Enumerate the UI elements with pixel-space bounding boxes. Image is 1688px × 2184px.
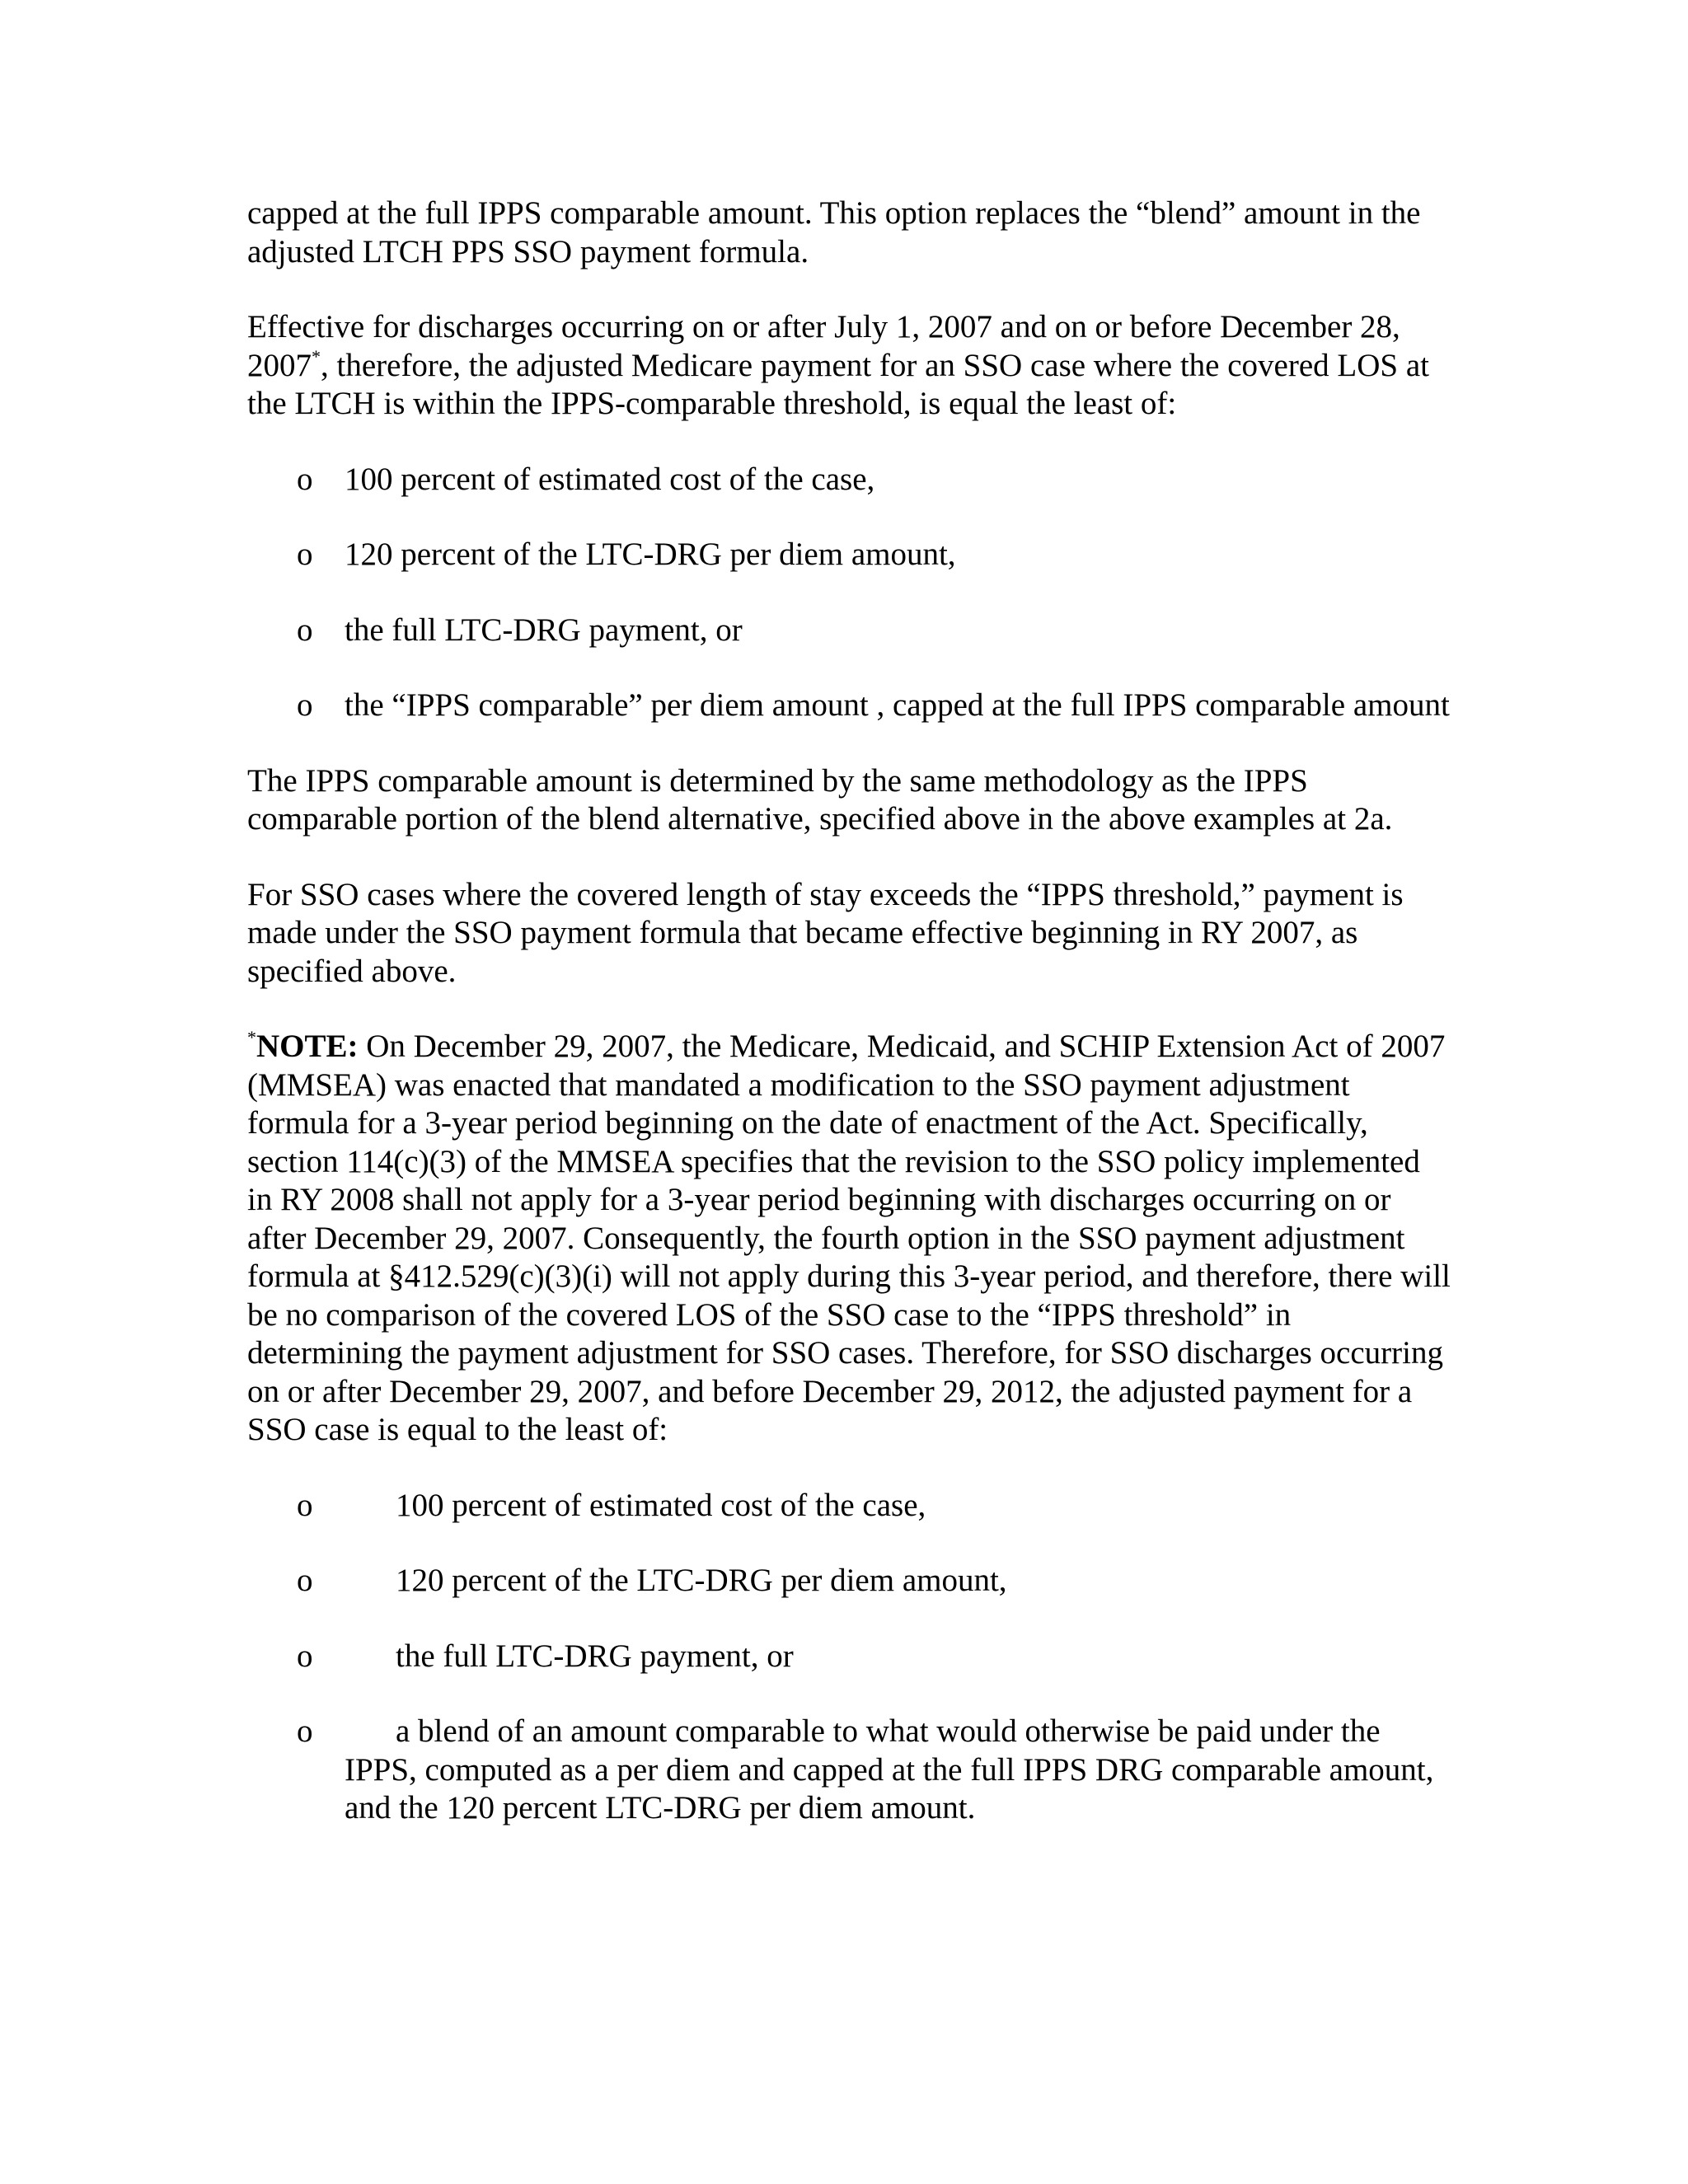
list-item <box>247 461 1451 499</box>
list-item-text: 100 percent of estimated cost of the case, <box>396 1487 926 1523</box>
paragraph-effective-discharges <box>247 308 1451 424</box>
list-item-text: 120 percent of the LTC-DRG per diem amount, <box>396 1563 1007 1598</box>
paragraph-effective-text-end: , therefore, the adjusted Medicare payment for an SSO case where the covered LOS at the LTCH is within the IPPS-comparable threshold, is equal the least of: <box>247 347 1429 421</box>
footnote-asterisk: * <box>312 345 321 367</box>
list-item <box>247 687 1451 725</box>
list-item <box>247 612 1451 650</box>
bullet-mark: o <box>297 1638 313 1674</box>
bullet-mark: o <box>297 612 313 648</box>
note-text: On December 29, 2007, the Medicare, Medicaid, and SCHIP Extension Act of 2007 (MMSEA) was enacted that mandated a modification to the SSO payment adjustment formula for a 3-year period beginning on the date of enactment of the Act. Specifically, section 114(c)(3) of the MMSEA specifies that the revision to the SSO policy implemented in RY 2008 shall not apply for a 3-year period beginning with discharges occurring on or after December 29, 2007. Consequently, the fourth option in the SSO payment adjustment formula at §412.529(c)(3)(i) will not apply during this 3-year period, and therefore, there will be no comparison of the covered LOS of the SSO case to the “IPPS threshold” in determining the payment adjustment for SSO cases. Therefore, for SSO discharges occurring on or after December 29, 2007, and before December 29, 2012, the adjusted payment for a SSO case is equal to the least of: <box>247 1029 1451 1447</box>
bullet-mark: o <box>297 1487 313 1523</box>
bullet-mark: o <box>297 1563 313 1598</box>
least-of-list-2 <box>247 1487 1451 1828</box>
least-of-list-1 <box>247 461 1451 725</box>
paragraph-ipps-threshold: For SSO cases where the covered length of stay exceeds the “IPPS threshold,” payment is made under the SSO payment formula that became effective beginning in RY 2007, as specified above. <box>247 876 1404 989</box>
note-paragraph <box>247 1028 1451 1450</box>
list-item-text: a blend of an amount comparable to what would otherwise be paid under the IPPS, computed as a per diem and capped at the full IPPS DRG comparable amount, and the 120 percent LTC-DRG per diem amount. <box>345 1713 1434 1825</box>
list-item-text: the “IPPS comparable” per diem amount , capped at the full IPPS comparable amount <box>345 687 1450 723</box>
list-item <box>247 1487 1451 1526</box>
paragraph-capped-amount: capped at the full IPPS comparable amount. This option replaces the “blend” amount in the adjusted LTCH PPS SSO payment formula. <box>247 195 1421 269</box>
list-item <box>247 1638 1451 1676</box>
note-asterisk: * <box>247 1027 256 1047</box>
paragraph-effective-text-start: Effective for discharges occurring on or after July 1, 2007 and on or before December 28, 2007 <box>247 309 1400 383</box>
list-item-text: the full LTC-DRG payment, or <box>345 612 743 648</box>
list-item-text: 120 percent of the LTC-DRG per diem amount, <box>345 537 956 572</box>
list-item-text: 100 percent of estimated cost of the case, <box>345 461 875 497</box>
list-item <box>247 1562 1451 1601</box>
bullet-mark: o <box>297 687 313 723</box>
list-item <box>247 536 1451 574</box>
bullet-mark: o <box>297 461 313 497</box>
list-item <box>247 1713 1451 1828</box>
paragraph-ipps-comparable: The IPPS comparable amount is determined by the same methodology as the IPPS comparable portion of the blend alternative, specified above in the above examples at 2a. <box>247 762 1393 837</box>
list-item-text: the full LTC-DRG payment, or <box>396 1638 794 1674</box>
note-label: NOTE: <box>256 1029 359 1064</box>
bullet-mark: o <box>297 1713 313 1749</box>
bullet-mark: o <box>297 537 313 572</box>
document-body <box>247 194 1451 1828</box>
